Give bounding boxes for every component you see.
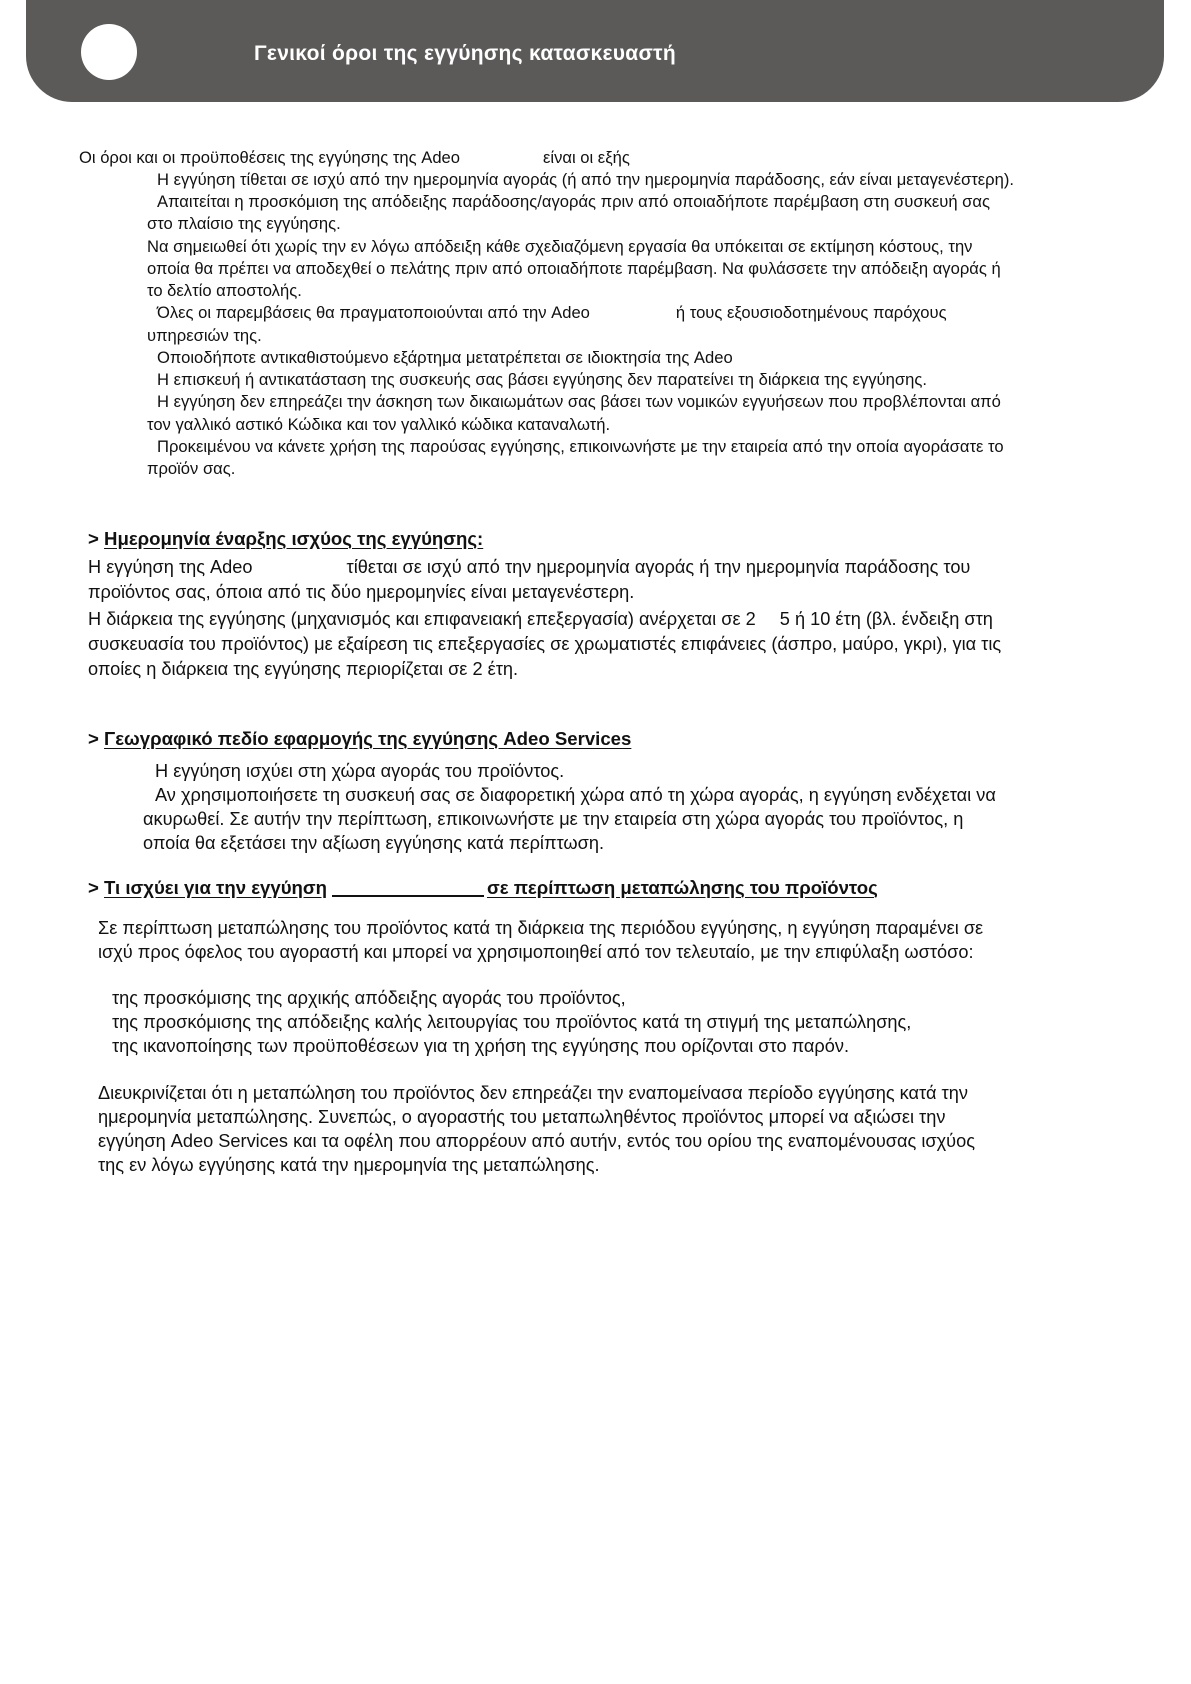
intro-item: Να σημειωθεί ότι χωρίς την εν λόγω απόδειξη κάθε σχεδιαζόμενη εργασία θα υπόκειται σε εκτίμηση κόστους, την — [147, 237, 973, 256]
section-heading-geographic-scope — [88, 727, 631, 751]
intro-text: ή τους εξουσιοδοτημένους παρόχους — [675, 303, 947, 322]
paragraph-text: Η εγγύηση της Adeo — [88, 557, 253, 577]
section-heading-start-date — [88, 527, 483, 551]
list-item: της ικανοποίησης των προϋποθέσεων για τη χρήση της εγγύησης που ορίζονται στο παρόν. — [112, 1036, 850, 1056]
paragraph-duration — [88, 608, 993, 631]
intro-text: είναι οι εξής — [543, 148, 630, 167]
paragraph-line: ισχύ προς όφελος του αγοραστή και μπορεί να χρησιμοποιηθεί από τον τελευταίο, με την επιφύλαξη ωστόσο: — [98, 942, 974, 962]
paragraph-line: προϊόντος σας, όποια από τις δύο ημερομηνίες είναι μεταγενέστερη. — [88, 582, 635, 602]
intro-item: το δελτίο αποστολής. — [147, 281, 302, 300]
paragraph-line: της εν λόγω εγγύησης κατά την ημερομηνία της μεταπώλησης. — [98, 1155, 600, 1175]
heading-text: σε περίπτωση μεταπώλησης του προϊόντος — [486, 877, 878, 898]
blank-underline — [332, 895, 484, 897]
intro-item: προϊόν σας. — [147, 459, 236, 478]
intro-line — [79, 147, 630, 169]
intro-text: Οι όροι και οι προϋποθέσεις της εγγύησης της Adeo — [79, 148, 461, 167]
paragraph-line: οποίες η διάρκεια της εγγύησης περιορίζεται σε 2 έτη. — [88, 659, 519, 679]
paragraph-line: ημερομηνία μεταπώλησης. Συνεπώς, ο αγοραστής του μεταπωληθέντος προϊόντος μπορεί να αξιώσει την — [98, 1107, 946, 1127]
intro-item: Η επισκευή ή αντικατάσταση της συσκευής σας βάσει εγγύησης δεν παρατείνει τη διάρκεια της εγγύησης. — [157, 370, 927, 389]
intro-item: οποία θα πρέπει να αποδεχθεί ο πελάτης πριν από οποιαδήποτε παρέμβαση. Να φυλάσσετε την απόδειξη αγοράς ή — [147, 259, 1001, 278]
heading-marker: > — [88, 877, 99, 898]
intro-item — [157, 302, 947, 324]
heading-marker: > — [88, 728, 99, 749]
intro-item: Απαιτείται η προσκόμιση της απόδειξης παράδοσης/αγοράς πριν από οποιαδήποτε παρέμβαση στη συσκευή σας — [157, 192, 991, 211]
intro-item: τον γαλλικό αστικό Κώδικα και τον γαλλικό κώδικα καταναλωτή. — [147, 415, 611, 434]
intro-text: Όλες οι παρεμβάσεις θα πραγματοποιούνται από την Adeo — [157, 303, 590, 322]
intro-item: υπηρεσιών της. — [147, 326, 262, 345]
list-item: της προσκόμισης της απόδειξης καλής λειτουργίας του προϊόντος κατά τη στιγμή της μεταπώλησης, — [112, 1012, 912, 1032]
intro-item: στο πλαίσιο της εγγύησης. — [147, 214, 341, 233]
header-circle-badge — [81, 24, 137, 80]
paragraph-text: 5 ή 10 έτη (βλ. ένδειξη στη — [779, 609, 993, 629]
paragraph-start-date — [88, 556, 1120, 579]
paragraph-line: συσκευασία του προϊόντος) με εξαίρεση τις επεξεργασίες σε χρωματιστές επιφάνειες (άσπρο, μαύρο, γκρι), για τις — [88, 634, 1002, 654]
paragraph-text: Η διάρκεια της εγγύησης (μηχανισμός και επιφανειακή επεξεργασία) ανέρχεται σε 2 — [88, 609, 756, 629]
header-banner — [26, 0, 1164, 102]
intro-item: Οποιοδήποτε αντικαθιστούμενο εξάρτημα μετατρέπεται σε ιδιοκτησία της Adeo — [157, 348, 733, 367]
paragraph-line: ακυρωθεί. Σε αυτήν την περίπτωση, επικοινωνήστε με την εταιρεία στη χώρα αγοράς του προϊόντος, η — [143, 809, 964, 829]
section-heading-resale — [88, 876, 878, 900]
paragraph-line: Σε περίπτωση μεταπώλησης του προϊόντος κατά τη διάρκεια της περιόδου εγγύησης, η εγγύηση παραμένει σε — [98, 918, 984, 938]
list-item: της προσκόμισης της αρχικής απόδειξης αγοράς του προϊόντος, — [112, 988, 626, 1008]
heading-text: Τι ισχύει για την εγγύηση — [104, 877, 327, 898]
paragraph-line: Διευκρινίζεται ότι η μεταπώληση του προϊόντος δεν επηρεάζει την εναπομείνασα περίοδο εγγύησης κατά την — [98, 1083, 968, 1103]
paragraph-line: εγγύηση Adeo Services και τα οφέλη που απορρέουν από αυτήν, εντός του ορίου της εναπομένουσας ισχύος — [98, 1131, 976, 1151]
paragraph-line: Η εγγύηση ισχύει στη χώρα αγοράς του προϊόντος. — [155, 761, 565, 781]
paragraph-line: Αν χρησιμοποιήσετε τη συσκευή σας σε διαφορετική χώρα από τη χώρα αγοράς, η εγγύηση ενδέχεται να — [155, 785, 996, 805]
intro-item: Η εγγύηση τίθεται σε ισχύ από την ημερομηνία αγοράς (ή από την ημερομηνία παράδοσης, εάν είναι μεταγενέστερη). — [157, 170, 1014, 189]
heading-marker: > — [88, 528, 99, 549]
paragraph-text: τίθεται σε ισχύ από την ημερομηνία αγοράς ή την ημερομηνία παράδοσης του — [346, 557, 971, 577]
intro-item: Προκειμένου να κάνετε χρήση της παρούσας εγγύησης, επικοινωνήστε με την εταιρεία από την οποία αγοράσατε το — [157, 437, 1004, 456]
paragraph-line: οποία θα εξετάσει την αξίωση εγγύησης κατά περίπτωση. — [143, 833, 605, 853]
heading-text: Γεωγραφικό πεδίο εφαρμογής της εγγύησης Adeo Services — [104, 728, 632, 749]
heading-text: Ημερομηνία έναρξης ισχύος της εγγύησης: — [104, 528, 484, 549]
page-title: Γενικοί όροι της εγγύησης κατασκευαστή — [254, 42, 676, 65]
intro-item: Η εγγύηση δεν επηρεάζει την άσκηση των δικαιωμάτων σας βάσει των νομικών εγγυήσεων που προβλέπονται από — [157, 392, 1001, 411]
